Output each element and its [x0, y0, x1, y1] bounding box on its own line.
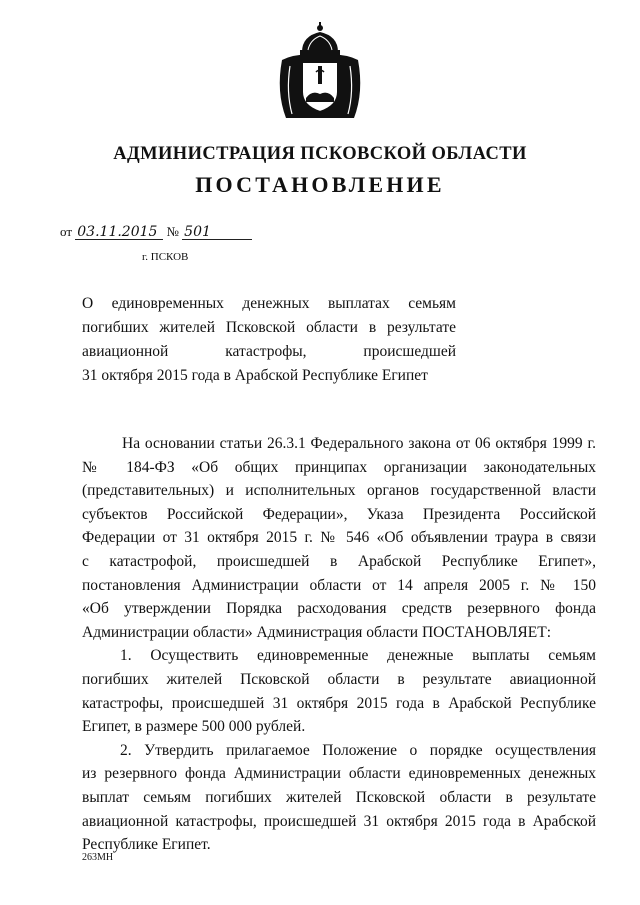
title-line: О единовременных денежных выплатах семьям	[82, 295, 456, 312]
from-label: от	[60, 224, 73, 239]
body-line: 2. Утвердить прилагаемое Положение о порядке осуществления	[120, 741, 596, 759]
body-line: Египет, в размере 500 000 рублей.	[82, 718, 306, 736]
document-body	[82, 432, 596, 857]
body-line: 1. Осуществить единовременные денежные выплаты семьям	[120, 647, 596, 665]
body-line: Федерации от 31 октября 2015 г. № 546 «Об объявлении траура в связи	[82, 529, 596, 547]
body-line: На основании статьи 26.3.1 Федерального закона от 06 октября 1999 г.	[122, 435, 596, 452]
body-line: с катастрофой, происшедшей в Арабской Республике Египет»,	[82, 552, 596, 570]
coat-of-arms-icon	[272, 22, 368, 122]
body-line: субъектов Российской Федерации», Указа Президента Российской	[82, 505, 596, 523]
number-label: №	[166, 224, 179, 239]
body-line: «Об утверждении Порядка расходования средств резервного фонда	[82, 600, 596, 618]
body-line: авиационной катастрофы, происшедшей 31 октября 2015 года в Арабской	[82, 812, 596, 830]
body-line: постановления Администрации области от 14 апреля 2005 г. № 150	[82, 576, 596, 594]
title-line: 31 октября 2015 года в Арабской Республике Египет	[82, 367, 428, 384]
document-title	[82, 292, 456, 388]
document-type: ПОСТАНОВЛЕНИЕ	[195, 172, 445, 197]
body-line: (представительных) и исполнительных органов государственной власти	[82, 482, 596, 500]
body-line: Республике Египет.	[82, 836, 211, 854]
body-line: Администрации области» Администрация области ПОСТАНОВЛЯЕТ:	[82, 623, 552, 641]
body-line: из резервного фонда Администрации области единовременных денежных	[82, 765, 596, 783]
body-line: погибших жителей Псковской области в результате авиационной	[82, 670, 596, 688]
organization-name: АДМИНИСТРАЦИЯ ПСКОВСКОЙ ОБЛАСТИ	[113, 144, 527, 164]
city-label: г. ПСКОВ	[142, 251, 189, 263]
body-line: № 184-ФЗ «Об общих принципах организации законодательных	[82, 458, 596, 476]
title-line: авиационной катастрофы, происшедшей	[82, 343, 456, 360]
document-date-number	[60, 224, 252, 240]
body-line: выплат семьям погибших жителей Псковской области в результате	[82, 788, 596, 806]
title-line: погибших жителей Псковской области в результате	[82, 319, 456, 336]
document-date: 03.11.2015	[75, 225, 163, 240]
body-line: катастрофы, происшедшей 31 октября 2015 года в Арабской Республике	[82, 694, 596, 712]
document-number: 501	[182, 225, 252, 240]
footer-code: 263МН	[82, 852, 114, 863]
